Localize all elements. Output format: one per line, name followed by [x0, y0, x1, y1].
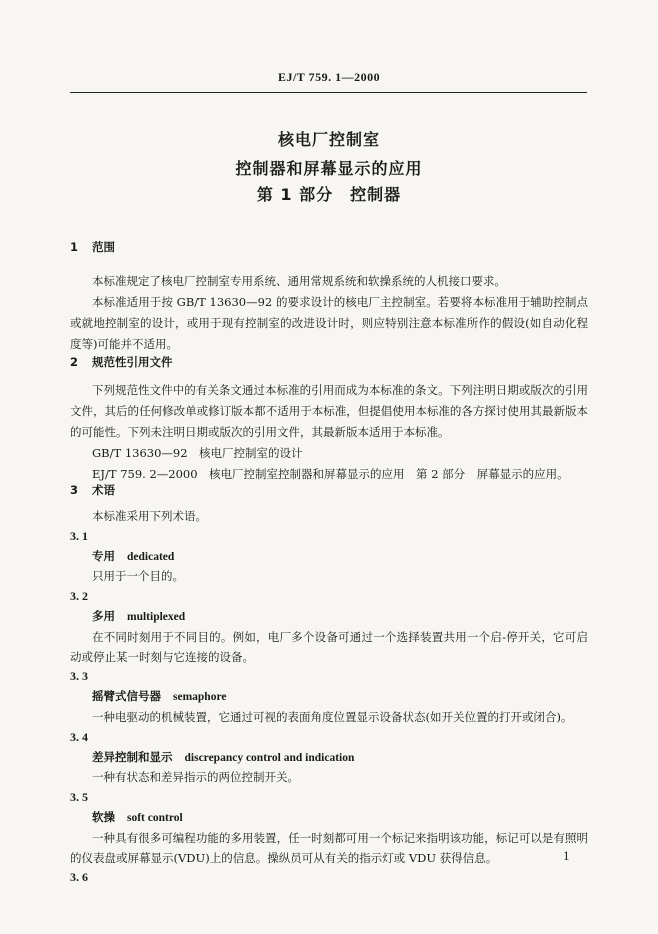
title-line-3: 第 1 部分 控制器 — [256, 185, 402, 204]
section-title: 规范性引用文件 — [92, 355, 173, 369]
standard-number: EJ/T 759. 1—2000 — [277, 70, 381, 84]
term-entry — [70, 547, 588, 568]
header-rule — [70, 92, 587, 93]
reference-item: GB/T 13630—92 核电厂控制室的设计 — [92, 446, 303, 460]
term-number: 3. 2 — [70, 589, 88, 604]
title-line-1: 核电厂控制室 — [277, 130, 380, 149]
term-number: 3. 3 — [70, 669, 88, 684]
term-number: 3. 1 — [70, 528, 88, 543]
paragraph: 下列规范性文件中的有关条文通过本标准的引用而成为本标准的条文。下列注明日期或版次的引用文件，其后的任何修改单或修订版本都不适用于本标准，但提倡使用本标准的各方探讨使用其最新版本的可能性。下列未注明日期或版次的引用文件，其最新版本适用于本标准。 — [70, 383, 588, 439]
term-entry — [70, 687, 588, 708]
term-english: semaphore — [173, 691, 227, 704]
term-definition: 在不同时刻用于不同目的。例如，电厂多个设备可通过一个选择装置共用一个启-停开关，它可启动或停止某一时刻与它连接的设备。 — [70, 629, 588, 664]
reference-item: EJ/T 759. 2—2000 核电厂控制室控制器和屏幕显示的应用 第 2 部分 屏幕显示的应用。 — [92, 467, 569, 481]
term-entry — [70, 808, 588, 829]
term-english: multiplexed — [127, 610, 186, 623]
term-chinese: 多用 — [92, 608, 115, 623]
section-3 — [70, 480, 588, 501]
section-title: 范围 — [92, 240, 115, 254]
term-number: 3. 5 — [70, 790, 88, 805]
term-english: discrepancy control and indication — [184, 751, 355, 764]
title-line-2: 控制器和屏幕显示的应用 — [235, 159, 423, 178]
term-definition: 一种有状态和差异指示的两位控制开关。 — [92, 770, 299, 785]
section-number: 2 — [70, 355, 79, 369]
term-entry — [70, 748, 588, 769]
paragraph: 本标准采用下列术语。 — [92, 509, 207, 523]
paragraph: 本标准规定了核电厂控制室专用系统、通用常规系统和软操系统的人机接口要求。 — [92, 274, 506, 288]
term-number: 3. 6 — [70, 870, 88, 885]
page-number: 1 — [563, 848, 570, 863]
term-chinese: 差异控制和显示 — [92, 749, 173, 764]
section-1 — [70, 237, 588, 258]
term-definition: 只用于一个目的。 — [92, 569, 184, 584]
section-3-body — [70, 507, 588, 888]
term-definition: 一种具有很多可编程功能的多用装置，任一时刻都可用一个标记来指明该功能，标记可以是有照明的仪表盘或屏幕显示(VDU)上的信息。操纵员可从有关的指示灯或 VDU 获得信息。 — [70, 830, 588, 865]
section-number: 1 — [70, 240, 79, 254]
term-entry — [70, 607, 588, 628]
term-number: 3. 4 — [70, 729, 88, 744]
term-definition: 一种电驱动的机械装置，它通过可视的表面角度位置显示设备状态(如开关位置的打开或闭合)。 — [92, 709, 573, 724]
section-2 — [70, 352, 588, 373]
section-heading — [70, 480, 588, 501]
section-heading — [70, 237, 588, 258]
section-title: 术语 — [92, 483, 115, 497]
paragraph: 本标准适用于按 GB/T 13630—92 的要求设计的核电厂主控制室。若要将本标准用于辅助控制点或就地控制室的设计，或用于现有控制室的改进设计时，则应特别注意本标准所作的假设(如自动化程度等)可能并不适用。 — [70, 295, 588, 351]
section-number: 3 — [70, 483, 79, 497]
section-heading — [70, 352, 588, 373]
term-chinese: 专用 — [92, 548, 115, 563]
term-english: dedicated — [127, 550, 175, 563]
term-chinese: 摇臂式信号器 — [92, 689, 161, 704]
term-chinese: 软操 — [92, 809, 115, 824]
section-2-body — [70, 380, 588, 485]
term-english: soft control — [127, 811, 183, 824]
section-1-body — [70, 271, 588, 355]
